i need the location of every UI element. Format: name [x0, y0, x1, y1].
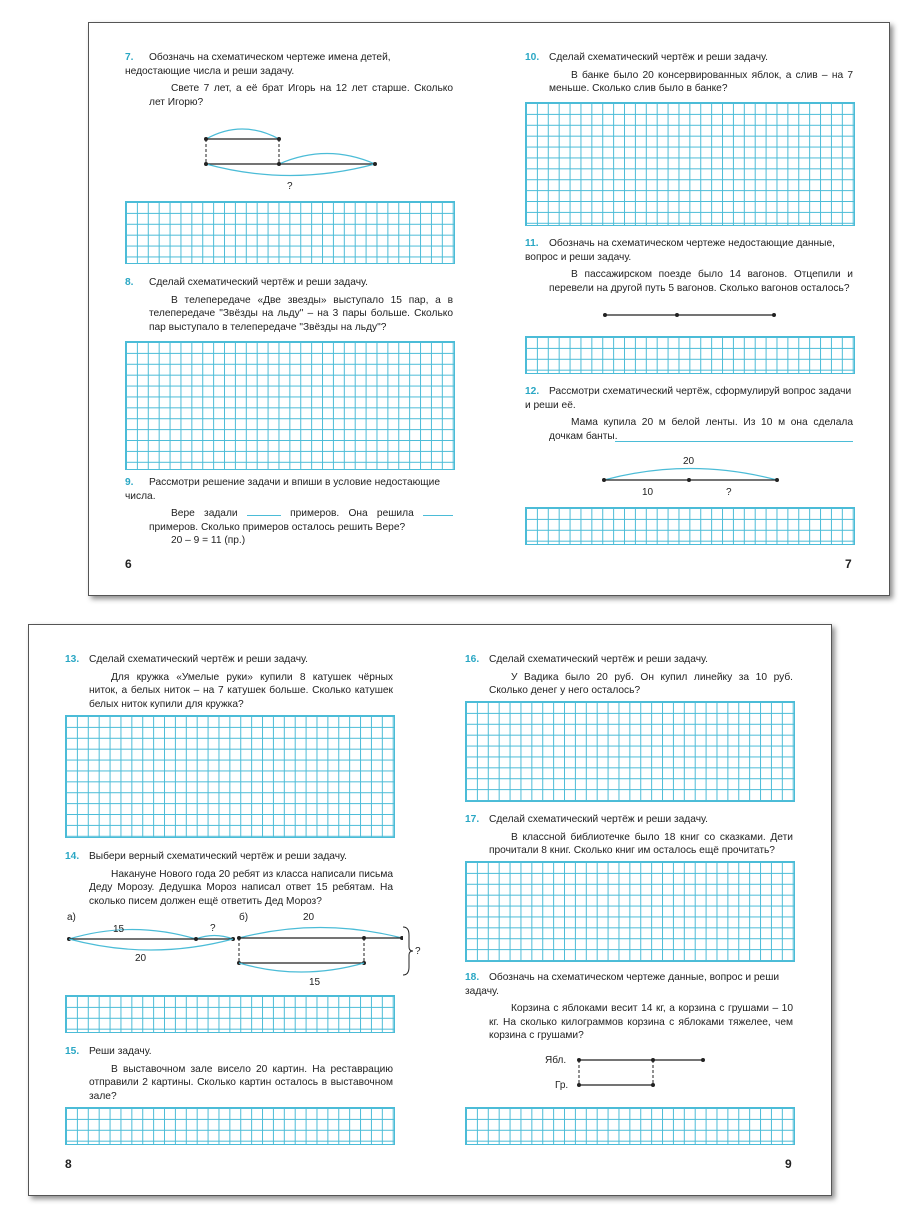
label-question: ? — [726, 487, 732, 498]
answer-grid-task-15[interactable] — [65, 1107, 395, 1145]
task-number: 16. — [465, 654, 480, 665]
diagram-task-7 — [189, 123, 389, 198]
task-title: Обозначь на схематическом чертеже имена детей, недостающие числа и реши задачу. — [125, 52, 391, 77]
task-number: 7. — [125, 52, 134, 63]
page-number-right: 9 — [785, 1157, 792, 1171]
task-title: Сделай схематический чертёж и реши задачу. — [549, 52, 768, 63]
label-part: 10 — [642, 487, 654, 498]
answer-grid-task-14[interactable] — [65, 995, 395, 1033]
task-8 — [125, 276, 453, 334]
label-15: 15 — [113, 924, 125, 935]
label-apples: Ябл. — [545, 1055, 567, 1066]
option-a-label: а) — [67, 912, 76, 923]
task-body: У Вадика было 20 руб. Он купил линейку за 10 руб. Сколько денег у него осталось? — [489, 671, 793, 696]
task-body — [125, 507, 453, 534]
question-mark: ? — [287, 181, 293, 192]
label-pears: Гр. — [555, 1080, 569, 1090]
task-number: 18. — [465, 972, 480, 983]
diagram-task-18 — [545, 1050, 715, 1090]
task-number: 9. — [125, 477, 134, 488]
task-title: Выбери верный схематический чертёж и реши задачу. — [89, 851, 347, 862]
task-body: Мама купила 20 м белой ленты. Из 10 м она сделала дочкам банты. — [549, 417, 853, 442]
task-title: Реши задачу. — [89, 1046, 152, 1057]
answer-grid-task-8[interactable] — [125, 341, 455, 470]
task-10 — [525, 51, 853, 96]
task-title: Сделай схематический чертёж и реши задачу. — [149, 277, 368, 288]
task-7 — [125, 51, 453, 109]
task-title: Сделай схематический чертёж и реши задачу. — [489, 654, 708, 665]
task-body: В телепередаче «Две звезды» выступало 15 пар, а в телепередаче "Звёзды на льду" – на 3 пары больше. Сколько пар выступало в телепередаче "Звёзды на льду"? — [149, 294, 453, 333]
label-20: 20 — [135, 953, 147, 964]
answer-grid-task-10[interactable] — [525, 102, 855, 226]
task-12 — [525, 385, 853, 443]
task-number: 11. — [525, 238, 539, 249]
task-title: Рассмотри схематический чертёж, сформулируй вопрос задачи и реши её. — [525, 386, 852, 411]
label-15: 15 — [309, 977, 321, 988]
solution-line: 20 – 9 = 11 (пр.) — [171, 535, 246, 546]
task-18 — [465, 971, 793, 1043]
answer-grid-task-17[interactable] — [465, 861, 795, 962]
task-14 — [65, 850, 393, 908]
label-20: 20 — [303, 912, 315, 923]
task-body: Свете 7 лет, а её брат Игорь на 12 лет старше. Сколько лет Игорю? — [149, 83, 453, 108]
blank-field-2[interactable] — [423, 515, 453, 516]
task-number: 17. — [465, 814, 480, 825]
task-title: Сделай схематический чертёж и реши задачу. — [89, 654, 308, 665]
task-body: В пассажирском поезде было 14 вагонов. Отцепили и перевели на другой путь 5 вагонов. Сколько вагонов осталось? — [549, 269, 853, 294]
text-fragment: Вере задали — [171, 508, 238, 519]
label-total: 20 — [683, 456, 695, 467]
task-11 — [525, 237, 853, 295]
task-body: В классной библиотечке было 18 книг со сказками. Дети прочитали 8 книг. Сколько книг им осталось ещё прочитать? — [489, 831, 793, 856]
option-b-label: б) — [239, 912, 249, 923]
answer-line[interactable] — [615, 441, 853, 442]
task-title: Рассмотри решение задачи и впиши в условие недостающие числа. — [125, 477, 440, 502]
task-15 — [65, 1045, 393, 1103]
task-title: Сделай схематический чертёж и реши задачу. — [489, 814, 708, 825]
task-title: Обозначь на схематическом чертеже недостающие данные, вопрос и реши задачу. — [525, 238, 836, 263]
task-body: Корзина с яблоками весит 14 кг, а корзина с грушами – 10 кг. На сколько килограммов корзина с яблоками тяжелее, чем корзина с грушами? — [489, 1003, 793, 1041]
page-number-left: 6 — [125, 557, 132, 571]
task-number: 10. — [525, 52, 540, 63]
task-body: В выставочном зале висело 20 картин. На реставрацию отправили 2 картины. Сколько картин осталось в выставочном зале? — [89, 1063, 393, 1102]
diagram-task-14 — [63, 905, 403, 991]
diagram-task-12 — [594, 451, 794, 499]
page-number-left: 8 — [65, 1157, 72, 1171]
task-9 — [125, 476, 453, 548]
spread-pages-6-7 — [88, 22, 890, 596]
answer-grid-task-13[interactable] — [65, 715, 395, 838]
task-number: 14. — [65, 851, 80, 862]
task-number: 13. — [65, 654, 80, 665]
task-body: Для кружка «Умелые руки» купили 8 катушек чёрных ниток, а белых ниток – на 7 катушек больше. Сколько катушек белых ниток купили для кружка? — [89, 671, 393, 710]
brace-task-14 — [401, 925, 425, 977]
spread-pages-8-9 — [28, 624, 832, 1196]
task-16 — [465, 653, 793, 698]
task-body: В банке было 20 консервированных яблок, а слив – на 7 меньше. Сколько слив было в банке? — [549, 69, 853, 94]
diagram-task-11 — [599, 308, 789, 322]
text-fragment: примеров. Сколько примеров осталось решить Вере? — [149, 521, 406, 533]
text-fragment: примеров. Она решила — [290, 508, 414, 519]
answer-grid-task-11[interactable] — [525, 336, 855, 374]
answer-grid-task-18[interactable] — [465, 1107, 795, 1145]
task-number: 8. — [125, 277, 134, 288]
task-number: 15. — [65, 1046, 80, 1057]
label-question: ? — [415, 946, 421, 957]
task-title: Обозначь на схематическом чертеже данные, вопрос и реши задачу. — [465, 972, 780, 997]
answer-grid-task-16[interactable] — [465, 701, 795, 802]
answer-grid-task-12[interactable] — [525, 507, 855, 545]
task-number: 12. — [525, 386, 540, 397]
page-number-right: 7 — [845, 557, 852, 571]
answer-grid-task-7[interactable] — [125, 201, 455, 264]
label-question: ? — [210, 923, 216, 934]
task-17 — [465, 813, 793, 858]
blank-field-1[interactable] — [247, 515, 281, 516]
task-body: Накануне Нового года 20 ребят из класса написали письма Деду Морозу. Дедушка Мороз написал ответ 15 ребятам. На сколько писем должен ещё ответить Дед Мороз? — [89, 868, 393, 907]
task-13 — [65, 653, 393, 711]
